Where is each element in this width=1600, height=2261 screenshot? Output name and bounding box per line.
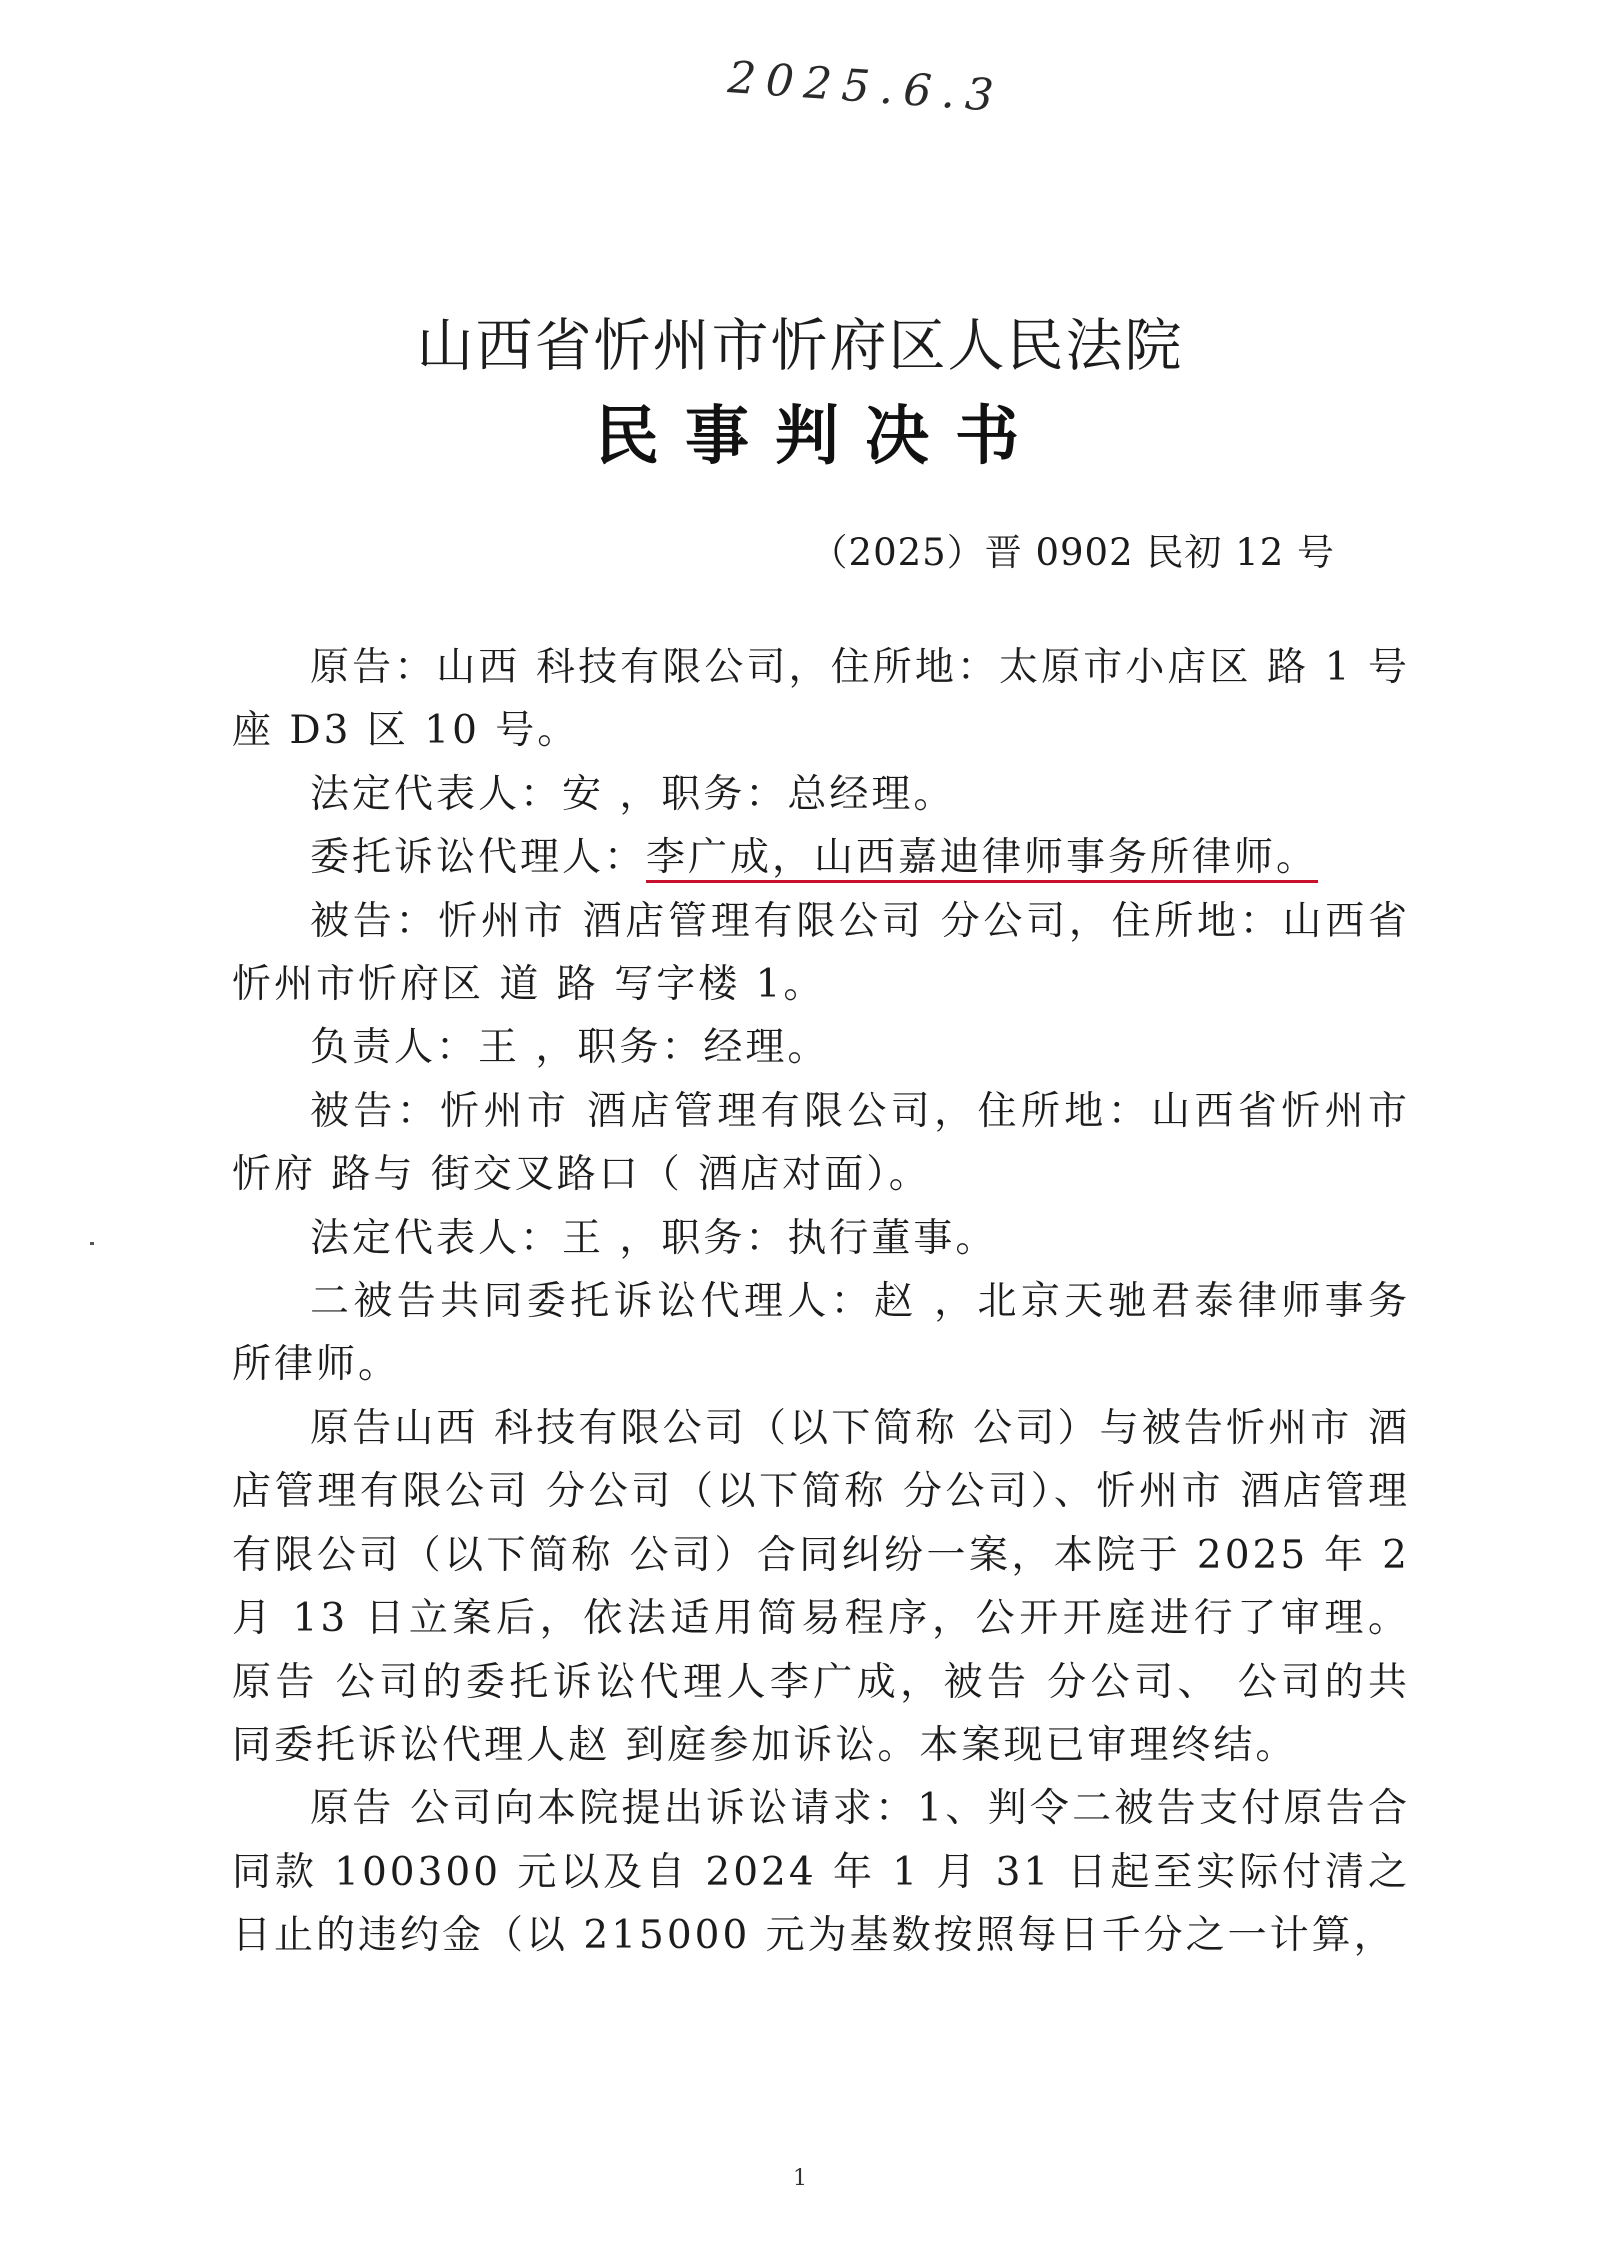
document-title: 民事判决书 xyxy=(595,400,1045,474)
case-number: （2025）晋 0902 民初 12 号 xyxy=(810,531,1335,574)
judgment-body xyxy=(232,636,1410,1968)
defendant-legal-representative: 法定代表人：王 ，职务：执行董事。 xyxy=(310,1215,998,1261)
scan-speck xyxy=(90,1242,94,1245)
plaintiff-paragraph: 原告：山西 科技有限公司，住所地：太原市小店区 路 1 号 座 D3 区 10 号。 xyxy=(232,645,1410,754)
court-name: 山西省忻州市忻府区人民法院 xyxy=(416,313,1184,379)
case-background-paragraph: 原告山西 科技有限公司（以下简称 公司）与被告忻州市 酒店管理有限公司 分公司（以下简称 分公司）、忻州市 酒店管理有限公司（以下简称 公司）合同纠纷一案，本院于 2025 年 2 月 13 日立案后，依法适用简易程序，公开开庭进行了审理。原告 公司的委托诉讼代理人李广成，被告 分公司、 公司的共同委托诉讼代理人赵 到庭参加诉讼。本案现已审理终结。 xyxy=(232,1405,1410,1768)
plaintiff-legal-representative: 法定代表人：安 ，职务：总经理。 xyxy=(310,771,956,817)
highlighted-lawyer-name: 李广成，山西嘉迪律师事务所律师。 xyxy=(646,835,1319,881)
defendant-branch-head: 负责人：王 ，职务：经理。 xyxy=(310,1025,830,1071)
page-number: 1 xyxy=(793,2166,807,2191)
defendant-branch-paragraph: 被告：忻州市 酒店管理有限公司 分公司，住所地：山西省忻州市忻府区 道 路 写字楼 1。 xyxy=(232,898,1410,1008)
plaintiff-agent-paragraph xyxy=(232,826,1410,889)
plaintiff-agent-label: 委托诉讼代理人： xyxy=(310,835,647,881)
handwritten-date: 2025.6.3 xyxy=(726,52,1006,123)
claims-paragraph: 原告 公司向本院提出诉讼请求：1、判令二被告支付原告合同款 100300 元以及自 2024 年 1 月 31 日起至实际付清之日止的违约金（以 215000 元为基数按照每日千分之一计算， xyxy=(232,1786,1410,1959)
defendants-agent-paragraph: 二被告共同委托诉讼代理人：赵 ，北京天驰君泰律师事务所律师。 xyxy=(232,1279,1410,1388)
defendant-company-paragraph: 被告：忻州市 酒店管理有限公司，住所地：山西省忻州市忻府 路与 街交叉路口（ 酒店对面）。 xyxy=(232,1088,1410,1198)
